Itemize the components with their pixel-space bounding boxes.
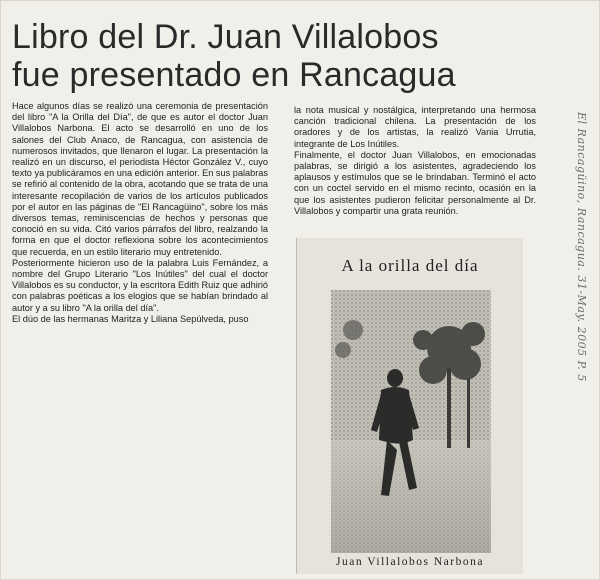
right-paragraph-2: Finalmente, el doctor Juan Villalobos, en emocionadas palabras, se dirigió a los asistentes, agradeciendo los aplausos y estímulos que se le brindaban. Terminó el acto con un coctel servido en el mismo recinto, ocasión en la que los asistentes pudieron felicitar personalmente al Dr. Villalobos y compartir una grata reunión. [294, 149, 536, 216]
left-paragraph-1: Hace algunos días se realizó una ceremonia de presentación del libro "A la Orilla del Día", de que es autor el doctor Juan Villalobos Narbona. El acto se desarrolló en uno de los salones del Club Anaco, de Rancagua, con asistencia de numerosos invitados, que llenaron el lugar. La presentación la realizó en un discurso, el periodista Héctor González V., cuyo texto ya publicáramos en una edición anterior. En sus palabras se refirió al contenido de la obra, acotando que se trata de una interesante recopilación de varios de los artículos publicados por el autor en las páginas de "El Rancagüino", sobre los más diversos temas, reminiscencias de hechos y personas que conoció en su vida. Citó varios párrafos del libro, realzando la forma en que el doctor reflexiona sobre los acontecimientos que recuerda, en un estilo literario muy entretenido. [12, 101, 268, 257]
book-cover-title: A la orilla del día [341, 256, 479, 275]
left-paragraph-3: El dúo de las hermanas Maritza y Liliana Sepúlveda, puso [12, 313, 249, 324]
right-paragraph-1: la nota musical y nostálgica, interpretando una hermosa canción tradicional chilena. La presentación de los oradores y de los artistas, la realizó Vania Urrutia, integrante de Los Inútiles. [294, 105, 536, 149]
book-cover-photo [331, 290, 491, 553]
handwritten-source-note [572, 112, 594, 452]
article-left-column [12, 101, 268, 325]
book-cover-author: Juan Villalobos Narbona [336, 556, 484, 568]
article-right-column [294, 105, 536, 217]
headline-line-1: Libro del Dr. Juan Villalobos [12, 18, 439, 56]
article-headline [12, 18, 572, 94]
walking-figure-illustration [331, 290, 491, 553]
headline-line-2: fue presentado en Rancagua [12, 56, 456, 94]
left-paragraph-2: Posteriormente hicieron uso de la palabra Luis Fernández, a nombre del Grupo Literario "Los Inútiles" del cual el doctor Villalobos es su conductor, y la escritora Edith Ruiz que adhirió con palabras poéticas a los elogios que se habían brindado al autor y a su libro "A la orilla del día". [12, 257, 268, 313]
handwritten-source-text: El Rancagüino, Rancagua. 31-May. 2005 P. 5 [575, 112, 588, 382]
book-cover [296, 238, 523, 574]
